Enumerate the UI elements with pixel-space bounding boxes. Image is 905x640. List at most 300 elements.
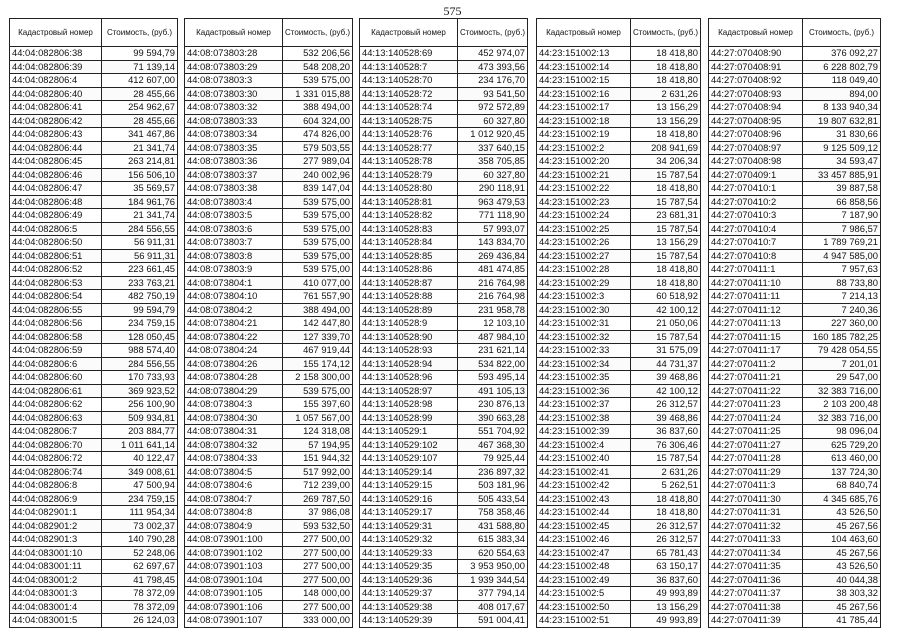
table-row	[360, 600, 528, 614]
cost-cell: 151 944,32	[283, 452, 353, 466]
cost-cell: 39 468,86	[631, 411, 701, 425]
table-row	[537, 425, 701, 439]
cadastral-number-cell: 44:23:151002:34	[537, 357, 631, 371]
cost-cell: 593 495,14	[458, 371, 528, 385]
cadastral-number-cell: 44:08:073803:34	[185, 128, 283, 142]
cost-cell: 408 017,67	[458, 600, 528, 614]
table-row	[185, 357, 353, 371]
table-row	[185, 168, 353, 182]
cost-cell: 45 267,56	[803, 519, 881, 533]
cadastral-number-cell: 44:08:073803:7	[185, 236, 283, 250]
cadastral-number-cell: 44:13:140529:33	[360, 546, 458, 560]
cost-cell: 894,00	[803, 87, 881, 101]
cost-cell: 111 954,34	[102, 506, 178, 520]
table-row	[185, 452, 353, 466]
cadastral-number-cell: 44:13:140528:69	[360, 47, 458, 61]
cadastral-number-cell: 44:27:070408:95	[709, 114, 803, 128]
cost-cell: 539 575,00	[283, 236, 353, 250]
table-row	[10, 114, 178, 128]
cost-cell: 41 798,45	[102, 573, 178, 587]
header-cost: Стоимость, (руб.)	[631, 19, 701, 47]
cadastral-number-cell: 44:23:151002:36	[537, 384, 631, 398]
cost-cell: 277 500,00	[283, 546, 353, 560]
table-row	[185, 573, 353, 587]
cadastral-number-cell: 44:08:073901:102	[185, 546, 283, 560]
cadastral-number-cell: 44:13:140528:7	[360, 60, 458, 74]
cost-cell: 509 934,81	[102, 411, 178, 425]
table-row	[709, 398, 881, 412]
cadastral-number-cell: 44:08:073804:8	[185, 506, 283, 520]
cost-cell: 63 150,17	[631, 560, 701, 574]
table-row	[10, 614, 178, 628]
cost-cell: 1 011 641,14	[102, 438, 178, 452]
cost-cell: 76 306,46	[631, 438, 701, 452]
table-row	[10, 384, 178, 398]
cadastral-number-cell: 44:08:073804:21	[185, 317, 283, 331]
cost-cell: 230 876,13	[458, 398, 528, 412]
table-row	[709, 425, 881, 439]
cost-cell: 263 214,81	[102, 155, 178, 169]
table-row	[537, 236, 701, 250]
cadastral-number-cell: 44:08:073804:2	[185, 303, 283, 317]
cost-cell: 234 176,70	[458, 74, 528, 88]
cost-cell: 579 503,55	[283, 141, 353, 155]
cadastral-number-cell: 44:13:140528:78	[360, 155, 458, 169]
table-row	[537, 74, 701, 88]
cadastral-number-cell: 44:23:151002:16	[537, 87, 631, 101]
cadastral-number-cell: 44:04:082806:56	[10, 317, 102, 331]
cost-cell: 388 494,00	[283, 101, 353, 115]
cost-cell: 539 575,00	[283, 209, 353, 223]
cost-cell: 482 750,19	[102, 290, 178, 304]
cost-cell: 1 331 015,88	[283, 87, 353, 101]
cost-cell: 127 339,70	[283, 330, 353, 344]
table-row	[537, 290, 701, 304]
table-row	[537, 209, 701, 223]
cadastral-number-cell: 44:08:073803:28	[185, 47, 283, 61]
cost-cell: 269 436,84	[458, 249, 528, 263]
table-row	[185, 141, 353, 155]
cost-cell: 143 834,70	[458, 236, 528, 250]
table-row	[360, 60, 528, 74]
cadastral-number-cell: 44:08:073804:6	[185, 479, 283, 493]
cadastral-number-cell: 44:27:070411:36	[709, 573, 803, 587]
cadastral-number-cell: 44:23:151002:39	[537, 425, 631, 439]
cadastral-number-cell: 44:13:140528:84	[360, 236, 458, 250]
cost-cell: 290 118,91	[458, 182, 528, 196]
table-row	[360, 114, 528, 128]
table-row	[360, 384, 528, 398]
cadastral-number-cell: 44:04:082901:3	[10, 533, 102, 547]
table-row	[185, 290, 353, 304]
table-row	[709, 560, 881, 574]
cost-cell: 38 303,32	[803, 587, 881, 601]
table-row	[360, 438, 528, 452]
table-row	[185, 384, 353, 398]
cadastral-number-cell: 44:04:082806:55	[10, 303, 102, 317]
cost-cell: 118 049,40	[803, 74, 881, 88]
table-row	[709, 114, 881, 128]
table-row	[360, 155, 528, 169]
table-row	[360, 128, 528, 142]
cadastral-number-cell: 44:27:070410:1	[709, 182, 803, 196]
cost-cell: 5 262,51	[631, 479, 701, 493]
table-row	[537, 155, 701, 169]
cost-cell: 7 187,90	[803, 209, 881, 223]
table-row	[10, 47, 178, 61]
cadastral-number-cell: 44:27:070408:97	[709, 141, 803, 155]
table-row	[709, 195, 881, 209]
cost-cell: 1 939 344,54	[458, 573, 528, 587]
cadastral-number-cell: 44:13:140528:77	[360, 141, 458, 155]
cost-cell: 49 993,89	[631, 587, 701, 601]
table-row	[537, 506, 701, 520]
cadastral-number-cell: 44:08:073804:24	[185, 344, 283, 358]
cost-cell: 26 312,57	[631, 398, 701, 412]
table-row	[709, 371, 881, 385]
cadastral-number-cell: 44:13:140528:99	[360, 411, 458, 425]
cost-cell: 452 974,07	[458, 47, 528, 61]
cadastral-number-cell: 44:04:082806:49	[10, 209, 102, 223]
cadastral-number-cell: 44:13:140529:17	[360, 506, 458, 520]
table-row	[10, 168, 178, 182]
table-row	[709, 492, 881, 506]
table-row	[10, 357, 178, 371]
cost-cell: 13 156,29	[631, 236, 701, 250]
table-row	[709, 155, 881, 169]
cadastral-number-cell: 44:08:073803:9	[185, 263, 283, 277]
cadastral-table-3	[359, 18, 528, 628]
table-row	[360, 209, 528, 223]
cost-cell: 972 572,89	[458, 101, 528, 115]
cost-cell: 79 428 054,55	[803, 344, 881, 358]
cadastral-number-cell: 44:27:070408:90	[709, 47, 803, 61]
cadastral-number-cell: 44:27:070411:28	[709, 452, 803, 466]
cadastral-number-cell: 44:04:082806:6	[10, 357, 102, 371]
cadastral-number-cell: 44:23:151002:44	[537, 506, 631, 520]
cadastral-number-cell: 44:08:073804:31	[185, 425, 283, 439]
cost-cell: 277 500,00	[283, 600, 353, 614]
cost-cell: 35 569,57	[102, 182, 178, 196]
table-row	[537, 411, 701, 425]
cadastral-number-cell: 44:04:082806:54	[10, 290, 102, 304]
cadastral-number-cell: 44:04:083001:3	[10, 587, 102, 601]
cadastral-number-cell: 44:27:070410:7	[709, 236, 803, 250]
table-row	[10, 87, 178, 101]
cost-cell: 761 557,90	[283, 290, 353, 304]
cadastral-number-cell: 44:23:151002:42	[537, 479, 631, 493]
cadastral-number-cell: 44:13:140529:38	[360, 600, 458, 614]
cadastral-number-cell: 44:27:070411:13	[709, 317, 803, 331]
cadastral-number-cell: 44:23:151002:29	[537, 276, 631, 290]
header-cadastral-number: Кадастровый номер	[709, 19, 803, 47]
cadastral-number-cell: 44:23:151002:5	[537, 587, 631, 601]
table-row	[709, 573, 881, 587]
table-row	[360, 87, 528, 101]
table-row	[709, 101, 881, 115]
cost-cell: 234 759,15	[102, 492, 178, 506]
table-row	[360, 411, 528, 425]
table-row	[10, 101, 178, 115]
table-row	[10, 303, 178, 317]
cadastral-number-cell: 44:23:151002:33	[537, 344, 631, 358]
table-row	[360, 587, 528, 601]
cadastral-number-cell: 44:23:151002:13	[537, 47, 631, 61]
cadastral-number-cell: 44:08:073804:1	[185, 276, 283, 290]
cost-cell: 358 705,85	[458, 155, 528, 169]
cost-cell: 18 418,80	[631, 60, 701, 74]
table-row	[10, 195, 178, 209]
cost-cell: 349 008,61	[102, 465, 178, 479]
table-row	[10, 182, 178, 196]
cadastral-number-cell: 44:04:082806:43	[10, 128, 102, 142]
table-row	[360, 452, 528, 466]
cost-cell: 32 383 716,00	[803, 384, 881, 398]
cost-cell: 203 884,77	[102, 425, 178, 439]
table-row	[10, 141, 178, 155]
cadastral-number-cell: 44:13:140529:39	[360, 614, 458, 628]
cadastral-number-cell: 44:23:151002:22	[537, 182, 631, 196]
table-row	[360, 533, 528, 547]
cadastral-number-cell: 44:23:151002:2	[537, 141, 631, 155]
table-row	[10, 398, 178, 412]
cost-cell: 128 050,45	[102, 330, 178, 344]
cost-cell: 240 002,96	[283, 168, 353, 182]
cadastral-number-cell: 44:23:151002:41	[537, 465, 631, 479]
table-row	[537, 128, 701, 142]
cost-cell: 467 919,44	[283, 344, 353, 358]
cost-cell: 18 418,80	[631, 276, 701, 290]
cadastral-number-cell: 44:23:151002:18	[537, 114, 631, 128]
cadastral-table-5	[708, 18, 881, 628]
cadastral-number-cell: 44:23:151002:15	[537, 74, 631, 88]
cost-cell: 376 092,27	[803, 47, 881, 61]
table-row	[185, 222, 353, 236]
cadastral-number-cell: 44:27:070408:91	[709, 60, 803, 74]
cadastral-number-cell: 44:13:140528:89	[360, 303, 458, 317]
cost-cell: 7 957,63	[803, 263, 881, 277]
cost-cell: 45 267,56	[803, 600, 881, 614]
cost-cell: 988 574,40	[102, 344, 178, 358]
table-row	[185, 546, 353, 560]
table-row	[185, 533, 353, 547]
cost-cell: 60 518,92	[631, 290, 701, 304]
cost-cell: 7 214,13	[803, 290, 881, 304]
table-row	[185, 182, 353, 196]
table-row	[709, 168, 881, 182]
cadastral-number-cell: 44:13:140528:70	[360, 74, 458, 88]
cost-cell: 539 575,00	[283, 384, 353, 398]
cadastral-number-cell: 44:04:082806:4	[10, 74, 102, 88]
cost-cell: 341 467,86	[102, 128, 178, 142]
cadastral-number-cell: 44:13:140528:80	[360, 182, 458, 196]
cadastral-number-cell: 44:13:140528:75	[360, 114, 458, 128]
table-row	[10, 465, 178, 479]
header-cadastral-number: Кадастровый номер	[185, 19, 283, 47]
cost-cell: 42 100,12	[631, 384, 701, 398]
table-row	[537, 519, 701, 533]
cost-cell: 32 383 716,00	[803, 411, 881, 425]
cost-cell: 481 474,85	[458, 263, 528, 277]
cadastral-number-cell: 44:27:070411:38	[709, 600, 803, 614]
table-row	[185, 101, 353, 115]
cadastral-number-cell: 44:08:073804:26	[185, 357, 283, 371]
table-row	[10, 600, 178, 614]
cadastral-number-cell: 44:27:070411:2	[709, 357, 803, 371]
cadastral-number-cell: 44:23:151002:24	[537, 209, 631, 223]
cadastral-number-cell: 44:08:073804:7	[185, 492, 283, 506]
table-row	[709, 317, 881, 331]
table-row	[360, 168, 528, 182]
cost-cell: 539 575,00	[283, 263, 353, 277]
table-row	[185, 249, 353, 263]
cost-cell: 2 103 200,48	[803, 398, 881, 412]
table-row	[537, 600, 701, 614]
table-row	[709, 438, 881, 452]
table-row	[537, 465, 701, 479]
cost-cell: 539 575,00	[283, 195, 353, 209]
cost-cell: 104 463,60	[803, 533, 881, 547]
header-cadastral-number: Кадастровый номер	[537, 19, 631, 47]
cost-cell: 4 947 585,00	[803, 249, 881, 263]
cost-cell: 43 526,50	[803, 506, 881, 520]
table-row	[185, 317, 353, 331]
cadastral-number-cell: 44:23:151002:45	[537, 519, 631, 533]
cost-cell: 23 681,31	[631, 209, 701, 223]
table-row	[10, 438, 178, 452]
cadastral-number-cell: 44:23:151002:4	[537, 438, 631, 452]
cost-cell: 57 194,95	[283, 438, 353, 452]
table-row	[709, 384, 881, 398]
table-row	[709, 546, 881, 560]
cadastral-number-cell: 44:13:140528:76	[360, 128, 458, 142]
table-row	[537, 614, 701, 628]
cadastral-number-cell: 44:08:073803:6	[185, 222, 283, 236]
table-row	[709, 60, 881, 74]
table-row	[537, 47, 701, 61]
cost-cell: 73 002,37	[102, 519, 178, 533]
cadastral-number-cell: 44:13:140528:93	[360, 344, 458, 358]
table-row	[709, 249, 881, 263]
cadastral-number-cell: 44:27:070410:8	[709, 249, 803, 263]
cost-cell: 99 594,79	[102, 303, 178, 317]
cadastral-number-cell: 44:23:151002:14	[537, 60, 631, 74]
header-cost: Стоимость, (руб.)	[803, 19, 881, 47]
table-row	[185, 74, 353, 88]
cadastral-number-cell: 44:27:070411:3	[709, 479, 803, 493]
cadastral-number-cell: 44:08:073803:3	[185, 74, 283, 88]
cost-cell: 18 418,80	[631, 263, 701, 277]
table-row	[360, 506, 528, 520]
table-row	[709, 74, 881, 88]
cost-cell: 615 383,34	[458, 533, 528, 547]
cost-cell: 99 594,79	[102, 47, 178, 61]
cadastral-number-cell: 44:08:073901:105	[185, 587, 283, 601]
table-row	[360, 195, 528, 209]
cadastral-number-cell: 44:23:151002:35	[537, 371, 631, 385]
cadastral-number-cell: 44:23:151002:50	[537, 600, 631, 614]
cadastral-number-cell: 44:23:151002:30	[537, 303, 631, 317]
table-row	[709, 276, 881, 290]
table-row	[10, 371, 178, 385]
cost-cell: 284 556,55	[102, 222, 178, 236]
table-row	[10, 236, 178, 250]
table-row	[185, 236, 353, 250]
cadastral-number-cell: 44:27:070411:17	[709, 344, 803, 358]
cost-cell: 148 000,00	[283, 587, 353, 601]
cost-cell: 79 925,44	[458, 452, 528, 466]
cost-cell: 227 360,00	[803, 317, 881, 331]
table-row	[709, 47, 881, 61]
table-row	[537, 357, 701, 371]
cadastral-number-cell: 44:23:151002:43	[537, 492, 631, 506]
table-row	[709, 533, 881, 547]
cost-cell: 15 787,54	[631, 168, 701, 182]
cadastral-number-cell: 44:27:070411:21	[709, 371, 803, 385]
cost-cell: 33 457 885,91	[803, 168, 881, 182]
cadastral-number-cell: 44:08:073803:38	[185, 182, 283, 196]
cadastral-number-cell: 44:13:140529:15	[360, 479, 458, 493]
cadastral-number-cell: 44:04:082806:48	[10, 195, 102, 209]
cost-cell: 369 923,52	[102, 384, 178, 398]
table-row	[537, 87, 701, 101]
table-row	[185, 492, 353, 506]
cost-cell: 29 547,00	[803, 371, 881, 385]
cost-cell: 1 789 769,21	[803, 236, 881, 250]
table-row	[360, 371, 528, 385]
table-row	[537, 101, 701, 115]
cost-cell: 3 953 950,00	[458, 560, 528, 574]
cost-cell: 337 640,15	[458, 141, 528, 155]
table-row	[360, 303, 528, 317]
cost-cell: 78 372,09	[102, 587, 178, 601]
cost-cell: 66 858,56	[803, 195, 881, 209]
cost-cell: 124 318,08	[283, 425, 353, 439]
cadastral-number-cell: 44:08:073803:32	[185, 101, 283, 115]
cost-cell: 517 992,00	[283, 465, 353, 479]
cadastral-number-cell: 44:08:073804:5	[185, 465, 283, 479]
cost-cell: 142 447,80	[283, 317, 353, 331]
cadastral-number-cell: 44:23:151002:21	[537, 168, 631, 182]
table-row	[10, 573, 178, 587]
header-cost: Стоимость, (руб.)	[283, 19, 353, 47]
table-row	[537, 60, 701, 74]
cost-cell: 15 787,54	[631, 222, 701, 236]
cadastral-table-2	[184, 18, 353, 628]
table-row	[709, 263, 881, 277]
cost-cell: 256 100,90	[102, 398, 178, 412]
cost-cell: 491 105,13	[458, 384, 528, 398]
cadastral-number-cell: 44:13:140528:98	[360, 398, 458, 412]
cadastral-number-cell: 44:04:082806:9	[10, 492, 102, 506]
table-row	[709, 290, 881, 304]
cadastral-number-cell: 44:13:140528:74	[360, 101, 458, 115]
cadastral-number-cell: 44:23:151002:47	[537, 546, 631, 560]
cadastral-number-cell: 44:08:073804:29	[185, 384, 283, 398]
table-row	[10, 317, 178, 331]
cost-cell: 277 989,04	[283, 155, 353, 169]
cadastral-number-cell: 44:27:070411:35	[709, 560, 803, 574]
cost-cell: 277 500,00	[283, 560, 353, 574]
cost-cell: 98 096,04	[803, 425, 881, 439]
table-row	[185, 60, 353, 74]
cost-cell: 431 588,80	[458, 519, 528, 533]
cost-cell: 40 122,47	[102, 452, 178, 466]
table-row	[360, 222, 528, 236]
cost-cell: 8 133 940,34	[803, 101, 881, 115]
table-row	[360, 519, 528, 533]
cadastral-number-cell: 44:04:082806:39	[10, 60, 102, 74]
